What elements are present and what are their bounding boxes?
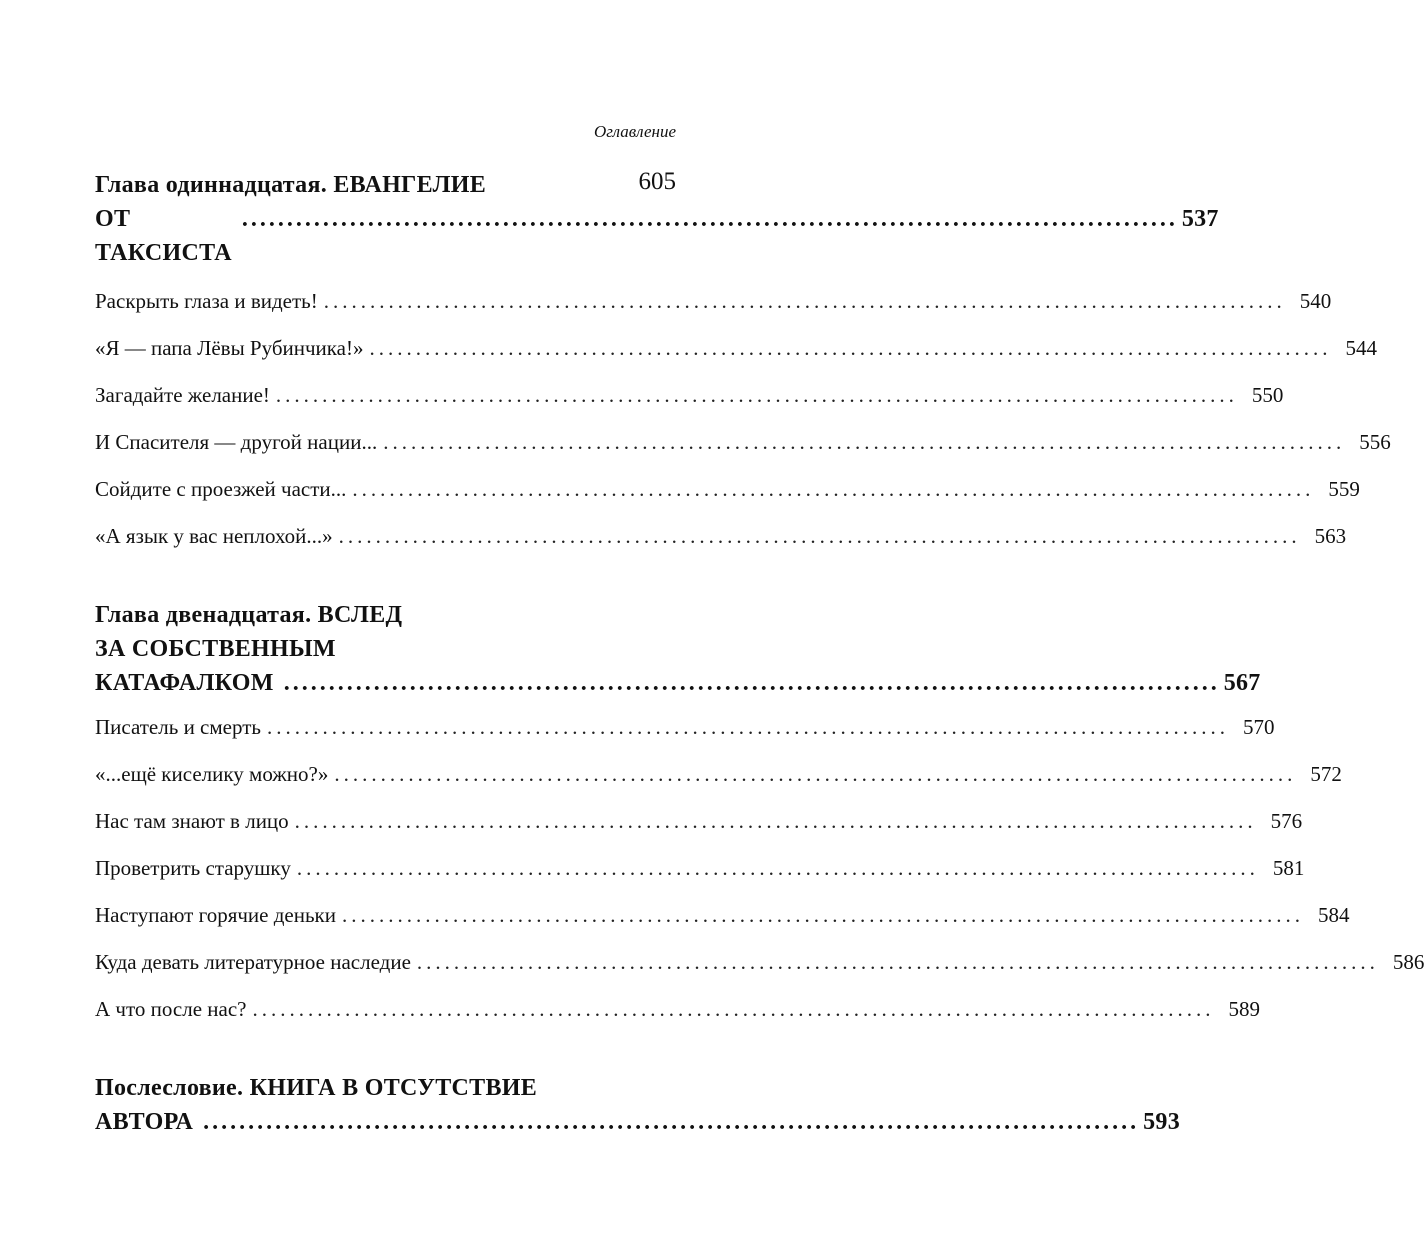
toc-entry [95,751,1342,798]
entry-page: 576 [1270,809,1303,833]
chapter-title-line: Глава одиннадцатая. ЕВАНГЕЛИЕ [95,172,487,198]
entry-page: 556 [1359,430,1391,454]
toc-entry [95,939,1424,986]
toc-entry [95,798,1303,845]
entry-title: Нас там знают в лицо [95,809,289,833]
leader-dots: ........................................................................................................ [416,950,1379,974]
entry-page: 559 [1328,477,1360,501]
chapter-title-line: Глава двенадцатая. ВСЛЕД [95,602,403,628]
entry-page: 563 [1314,524,1347,548]
entry-title: Писатель и смерть [95,715,261,739]
chapter-title-line: ЗА СОБСТВЕННЫМ [95,636,336,662]
leader-dots: ........................................................................................................ [294,809,1257,833]
toc-entry [95,986,1260,1033]
chapter-title-line: КАТАФАЛКОМ [95,670,274,696]
chapter-page: 537 [1181,206,1219,232]
page-number: 605 [638,168,676,195]
entry-title: Раскрыть глаза и видеть! [95,289,318,313]
leader-dots: ........................................................................................................ [323,289,1286,313]
entry-page: 589 [1228,997,1260,1021]
leader-dots: ........................................................................................................ [296,856,1259,880]
leader-dots: ........................................................................................................ [352,477,1315,501]
leader-dots: ........................................................................................................ [241,206,1178,232]
leader-dots: ........................................................................................................ [203,1109,1140,1135]
toc-entry [95,372,1284,419]
toc-entry [95,845,1305,892]
toc-entry [95,704,1275,751]
leader-dots: ........................................................................................................ [252,997,1215,1021]
chapter-title-line: АВТОРА [95,1109,194,1135]
entry-list [95,278,1391,560]
entry-page: 586 [1392,950,1424,974]
entry-title: И Спасителя — другой нации... [95,430,378,454]
entry-title: «...ещё киселику можно?» [95,762,329,786]
entry-page: 581 [1272,856,1305,880]
leader-dots: ........................................................................................................ [369,336,1332,360]
toc-entry [95,419,1391,466]
chapter-heading [95,1071,1181,1139]
entry-page: 540 [1299,289,1332,313]
entry-list [95,704,1424,1033]
toc-entry [95,325,1377,372]
entry-page: 570 [1242,715,1275,739]
entry-title: Загадайте желание! [95,383,270,407]
toc-entry [95,278,1332,325]
leader-dots: ........................................................................................................ [383,430,1346,454]
running-head-section: Оглавление [593,122,676,141]
chapter-title-line: ОТ ТАКСИСТА [95,206,232,266]
leader-dots: ........................................................................................................ [342,903,1304,927]
entry-title: Проветрить старушку [95,856,291,880]
entry-title: А что после нас? [95,997,247,1021]
chapter-heading [95,598,1261,700]
leader-dots: ........................................................................................................ [283,670,1220,696]
leader-dots: ........................................................................................................ [275,383,1238,407]
chapter-page: 567 [1223,670,1261,696]
toc-entry [95,892,1350,939]
entry-title: Наступают горячие деньки [95,903,336,927]
entry-page: 584 [1318,903,1350,927]
entry-page: 544 [1345,336,1377,360]
toc-entry [95,466,1360,513]
leader-dots: ........................................................................................................ [338,524,1301,548]
leader-dots: ........................................................................................................ [266,715,1229,739]
entry-page: 572 [1310,762,1342,786]
entry-title: Сойдите с проезжей части... [95,477,347,501]
entry-title: Куда девать литературное наследие [95,950,411,974]
toc-entry [95,513,1347,560]
entry-title: «А язык у вас неплохой...» [95,524,333,548]
leader-dots: ........................................................................................................ [334,762,1297,786]
chapter-page: 593 [1143,1109,1181,1135]
entry-title: «Я — папа Лёвы Рубинчика!» [95,336,364,360]
chapter-title-line: Послесловие. КНИГА В ОТСУТСТВИЕ [95,1075,538,1101]
entry-page: 550 [1251,383,1284,407]
